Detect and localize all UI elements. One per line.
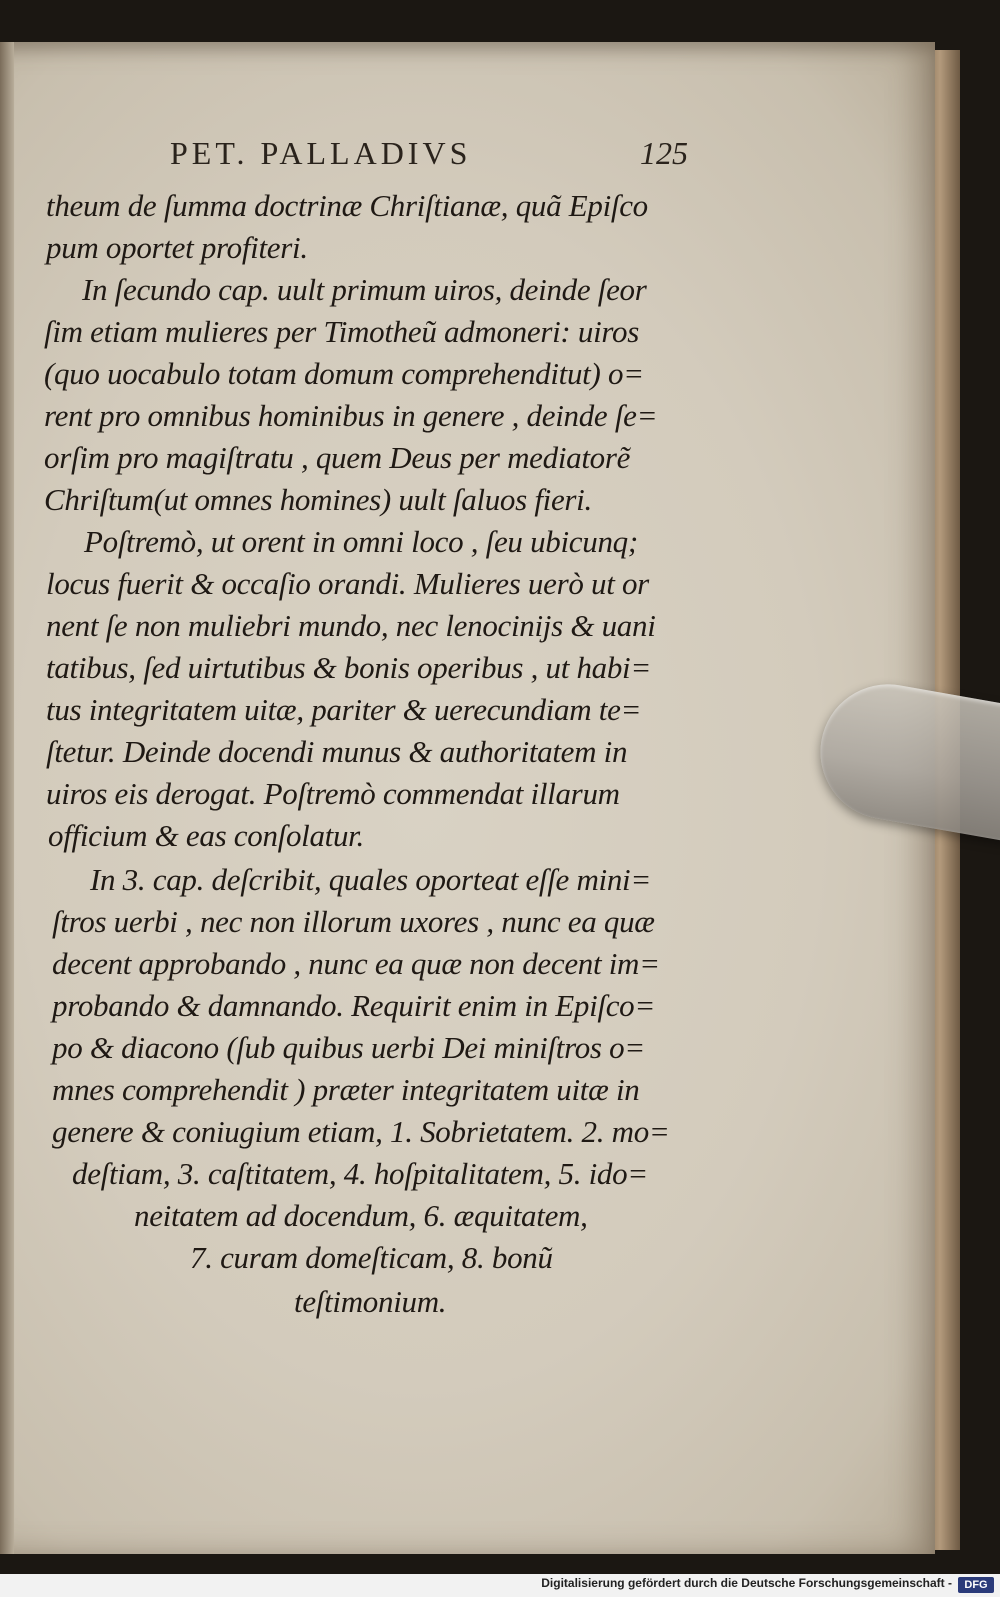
funding-credit: Digitalisierung gefördert durch die Deutsche Forschungsgemeinschaft -	[541, 1576, 952, 1590]
text-line: locus fuerit & occaſio orandi. Mulieres uerò ut or	[46, 566, 649, 601]
footer-bar	[0, 1574, 1000, 1597]
text-line: orſim pro magiſtratu , quem Deus per mediatorẽ	[44, 440, 631, 475]
text-line: decent approbando , nunc ea quæ non decent im=	[52, 946, 660, 981]
text-line: tatibus, ſed uirtutibus & bonis operibus , ut habi=	[46, 650, 651, 685]
text-line: tus integritatem uitæ, pariter & uerecundiam te=	[46, 692, 642, 727]
text-line: Poſtremò, ut orent in omni loco , ſeu ubicunq;	[84, 524, 638, 559]
text-line: uiros eis derogat. Poſtremò commendat illarum	[46, 776, 620, 811]
text-line: deſtiam, 3. caſtitatem, 4. hoſpitalitatem, 5. ido=	[72, 1156, 648, 1191]
text-line: theum de ſumma doctrinæ Chriſtianæ, quã Epiſco	[46, 188, 648, 223]
text-line: Chriſtum(ut omnes homines) uult ſaluos fieri.	[44, 482, 592, 517]
text-line: pum oportet profiteri.	[46, 230, 308, 265]
text-line: probando & damnando. Requirit enim in Epiſco=	[52, 988, 655, 1023]
running-head: PET. PALLADIVS	[170, 135, 472, 171]
page-number: 125	[640, 135, 688, 171]
text-line: rent pro omnibus hominibus in genere , deinde ſe=	[44, 398, 658, 433]
text-line: ſtros uerbi , nec non illorum uxores , nunc ea quæ	[52, 904, 655, 939]
text-line: (quo uocabulo totam domum comprehenditut) o=	[44, 356, 644, 391]
text-line: In 3. cap. deſcribit, quales oporteat eſſe mini=	[90, 862, 651, 897]
text-line: 7. curam domeſticam, 8. bonũ	[190, 1240, 553, 1275]
text-line: genere & coniugium etiam, 1. Sobrietatem. 2. mo=	[52, 1114, 670, 1149]
text-line: mnes comprehendit ) præter integritatem uitæ in	[52, 1072, 640, 1107]
dfg-logo: DFG	[958, 1577, 994, 1593]
text-line: officium & eas conſolatur.	[48, 818, 364, 853]
text-line: ſtetur. Deinde docendi munus & authoritatem in	[46, 734, 628, 769]
text-line: neitatem ad docendum, 6. æquitatem,	[134, 1198, 588, 1233]
text-line: teſtimonium.	[294, 1284, 447, 1319]
text-line: po & diacono (ſub quibus uerbi Dei miniſtros o=	[52, 1030, 645, 1065]
binding-strip	[0, 42, 14, 1554]
text-line: ſim etiam mulieres per Timotheũ admoneri: uiros	[44, 314, 639, 349]
text-line: In ſecundo cap. uult primum uiros, deinde ſeor	[82, 272, 647, 307]
text-line: nent ſe non muliebri mundo, nec lenocinijs & uani	[46, 608, 656, 643]
